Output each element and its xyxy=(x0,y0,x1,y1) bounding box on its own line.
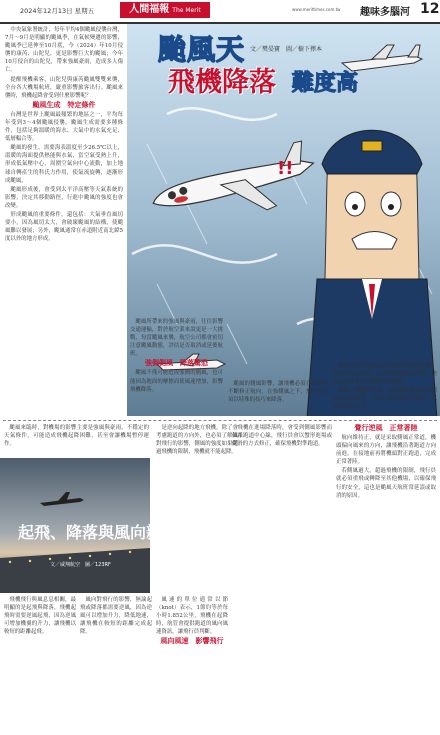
article1-col2 xyxy=(130,318,223,418)
subheading: 覺行逆風 正常著陸 xyxy=(354,424,418,432)
subheading: 強側側風 降落驚恐 xyxy=(145,359,208,368)
headline-part1: 颱風天 xyxy=(158,33,246,66)
article2-title: 起飛、降落與風向親密關係 xyxy=(18,523,211,542)
article-paragraph: 飛機在進場降落時，會受到側風影響而偏離跑道中心線，飛行員會以蟹形進場或側滑的方式修正，確保飛機對準跑道。 xyxy=(232,425,332,448)
article2-col2 xyxy=(80,596,152,732)
article-paragraph: 颱風的發生，需要海表溫度至少26.5℃以上，溫暖的海面提供熱能與水氣，當空氣受熱上升，形成低氣壓中心，周圍空氣向中心流動，加上地球自轉產生的科氏力作用，使氣流旋轉，逐漸形成颱風。 xyxy=(5,145,123,184)
svg-text:!!: !! xyxy=(277,158,294,179)
headline-part3: 難度高 xyxy=(292,71,359,96)
logo-english: The Merit xyxy=(172,7,201,14)
section-title: 趣味多腦河 xyxy=(360,7,410,18)
article-paragraph: 機師在飛機降落時，會面臨強側風或是陣風等天氣條件，必須仔細判斷是否降落，以確保飛行安全。 xyxy=(333,388,437,411)
article-paragraph: 航向維持正，就是采取側風正常道，機頭偏向風來的方向，讓飛機沿著跑道方向前進，在接地前再將機頭對正跑道，完成正常著陸。 xyxy=(336,435,436,466)
article-paragraph: 飛機飛行與風息息相關，最明顯的是起飛與降落，飛機起飛時需要逆風起飛，因為逆風可增加機翼的升力，讓飛機以較短的距離起飛。 xyxy=(4,597,76,636)
article1-left-column xyxy=(5,26,123,418)
article-paragraph: 風向對飛行的影響，無論起飛或降落都需要逆風，因為逆風可以增加升力，降低地速，讓飛機在較短的距離完成起降。 xyxy=(80,597,152,636)
article-divider xyxy=(3,420,437,421)
article-paragraph: 若側風過大，超過飛機的限制，飛行員就必須重飛或轉降至其他機場，以確保飛行的安全，這也是颱風天航班常延誤或取消的原因。 xyxy=(336,468,436,499)
article2-col4 xyxy=(232,424,332,732)
newspaper-logo[interactable] xyxy=(120,2,210,18)
article-paragraph: 提醒飛機乘客，山陀兒與康芮颱風雙雙來襲，全台各大機場航班，嚴重影響旅客出行。颱風來襲時，飛機起降會受到什麼影響呢？ xyxy=(5,76,123,99)
article-paragraph: 颱風來臨時可能造成飛機降落時的困難，對於飛行員來說，必須依據經驗及判斷，決定是否降落或是轉降其他機場。 xyxy=(333,363,437,386)
page-number: 12 xyxy=(420,1,440,17)
issue-date: 2024年12月13日 星期五 xyxy=(20,7,95,15)
article-paragraph: 是逆向起降的地方飛機，除了會考慮跑道的方向外，也必須了解風對飛行的影響，側風的強度如果超過飛機的限制，飛機就不能起降。 xyxy=(156,425,238,456)
article2-byline: 文／威翔航空 圖／123RF xyxy=(50,562,111,568)
article-paragraph: 形成颱風的重要條件，還包括：大氣垂直風切要小，因為風切太大，會破壞颱風的結構，使颱風難以發展；另外，颱風通常在赤道附近南北緯5度以外的地方形成。 xyxy=(5,211,123,243)
headline-part2: 飛機降落 xyxy=(168,67,276,98)
article2-col5 xyxy=(336,424,436,732)
article-paragraph: 颱風來臨時，對機場的影響主要是強風與豪雨，不穩定的天氣條件，可能造成飛機起降困難，甚至會讓機場暫停運作。 xyxy=(4,425,149,448)
logo-chinese: 人間福報 xyxy=(129,4,170,15)
subheading: 颱風生成 特定條件 xyxy=(32,100,96,109)
article-paragraph: 颱風不僅可能造成強側的側風，也可能因為地面的摩擦而使風速增加，影響飛機降落。 xyxy=(130,370,223,393)
article1-tail xyxy=(4,424,149,458)
article2-col0 xyxy=(156,424,238,592)
article-paragraph: 颱風的側風影響，讓飛機必須在降落時不斷修正航向，在強側風之下，飛行員必須以特殊的技巧來降落。 xyxy=(228,381,328,404)
article-paragraph: 台灣是世界上颱風最頻繁的地區之一，平均每年受到3～4個颱風侵襲，颱風生成需要多種條件，包括足夠溫暖的海水、大氣中的水氣充足、低層輻合等。 xyxy=(5,111,123,143)
subheading: 風向風速 影響飛行 xyxy=(160,637,224,646)
article1-col4 xyxy=(333,362,437,418)
article-paragraph: 颱風所帶來的強風與豪雨，往往影響交通運輸，對於航空業來說更是一大挑戰，每當颱風來襲，航空公司都會密切注意颱風動態，評估是否取消或延後航班。 xyxy=(130,319,223,358)
article-paragraph: 颱風形成後，會受到太平洋高壓等天氣系統的影響，決定其移動路徑，行進中颱風的強度也會改變。 xyxy=(5,186,123,209)
page-header xyxy=(0,0,440,24)
article2-col1 xyxy=(4,596,76,732)
article-paragraph: 風速的單位通常以節（knot）表示，1節約等於每小時1.852公里，飛機在起降時，航管會提供跑道的風向風速資訊，讓飛行員判斷。 xyxy=(156,597,228,636)
article1-byline: 文／樊晏寶 圖／樹下擇本 xyxy=(250,46,323,53)
article-paragraph: 中央氣象署統計，每年平均4個颱風侵襲台灣，7月～9月是明顯的颱風季，在氣候變遷的影響，颱風季已延伸至10月底，今（2024）年10月侵襲的康芮、山陀兒，更是影響巨大的颱風；今年10月侵台的山陀兒，帶來強風豪雨，造成多人傷亡。 xyxy=(5,27,123,74)
article1-col3 xyxy=(228,380,328,418)
article2-col3 xyxy=(156,596,228,732)
website-url[interactable]: www.merittimes.com.tw xyxy=(292,7,341,12)
